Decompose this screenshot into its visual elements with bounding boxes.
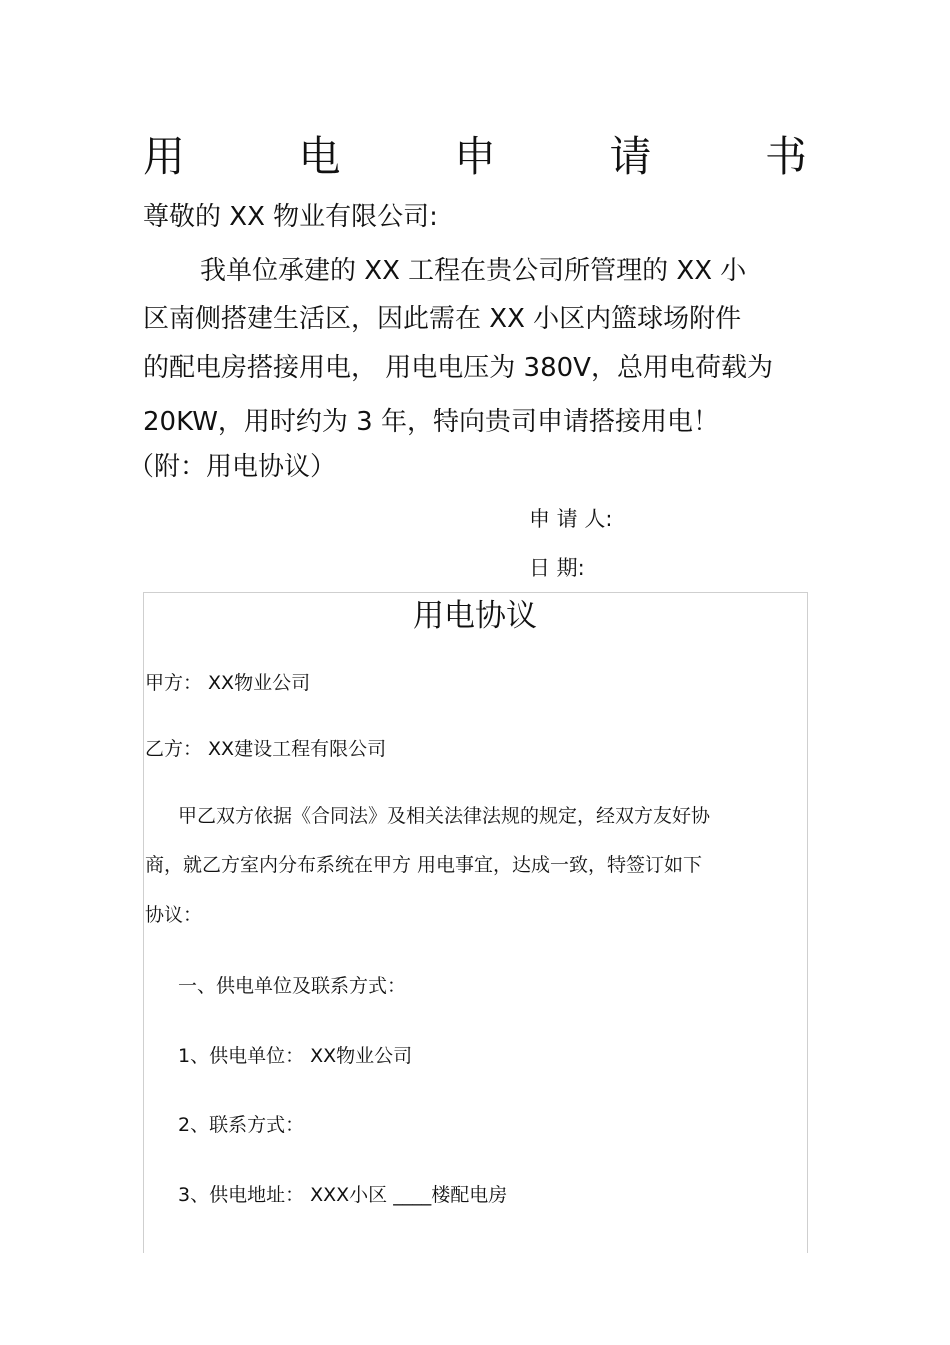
item-address: 3、供电地址： XXX小区 ____楼配电房 xyxy=(178,1184,508,1206)
body-line-1: 我单位承建的 XX 工程在贵公司所管理的 XX 小 xyxy=(200,256,747,286)
intro-line-3: 协议： xyxy=(145,904,203,926)
item-supplier: 1、供电单位： XX物业公司 xyxy=(178,1045,413,1067)
body-line-2: 区南侧搭建生活区，因此需在 XX 小区内篮球场附件 xyxy=(143,304,742,334)
body-line-4: 20KW，用时约为 3 年，特向贵司申请搭接用电！ xyxy=(143,407,719,437)
attachment-note: （附：用电协议） xyxy=(128,452,337,482)
title-char: 请 xyxy=(609,132,652,181)
body-line-3: 的配电房搭接用电， 用电电压为 380V，总用电荷载为 xyxy=(143,353,773,383)
date-label: 日 期: xyxy=(529,556,585,580)
salutation: 尊敬的 XX 物业有限公司: xyxy=(143,202,438,232)
title-char: 用 xyxy=(143,132,186,181)
title-char: 申 xyxy=(453,132,496,181)
party-b: 乙方： XX建设工程有限公司 xyxy=(145,738,387,760)
title-char: 书 xyxy=(764,132,807,181)
party-a: 甲方： XX物业公司 xyxy=(145,672,311,694)
applicant-label: 申 请 人: xyxy=(529,507,613,531)
intro-line-2: 商，就乙方室内分布系统在甲方 用电事宜，达成一致，特签订如下 xyxy=(145,854,703,876)
title-char: 电 xyxy=(298,132,341,181)
application-title xyxy=(143,132,807,182)
item-contact: 2、联系方式： xyxy=(178,1114,305,1136)
section-1-heading: 一、供电单位及联系方式： xyxy=(178,975,407,997)
agreement-title: 用电协议 xyxy=(413,598,537,634)
intro-line-1: 甲乙双方依据《合同法》及相关法律法规的规定，经双方友好协 xyxy=(178,805,711,827)
